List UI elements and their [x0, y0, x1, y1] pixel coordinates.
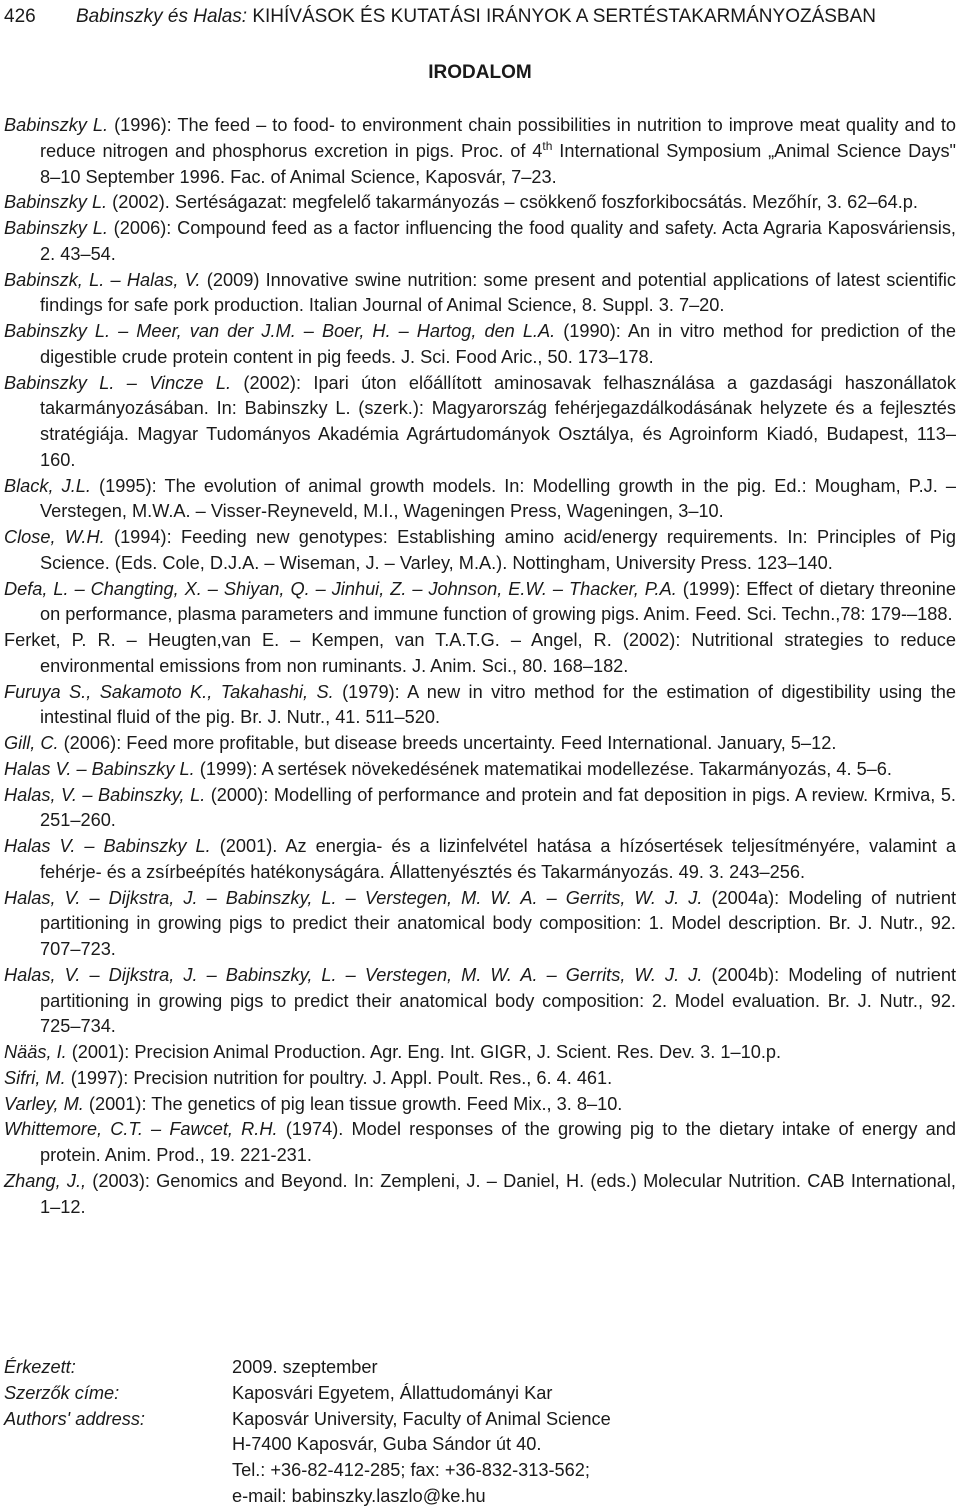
reference-authors: Zhang, J.,	[4, 1170, 87, 1191]
reference-authors: Close, W.H.	[4, 527, 105, 547]
reference-entry	[4, 1092, 956, 1118]
reference-authors: Sifri, M.	[4, 1067, 66, 1088]
reference-text: (2001): Precision Animal Production. Agr. Eng. Int. GIGR, J. Scient. Res. Dev. 3. 1–10.p.	[66, 1042, 782, 1062]
reference-entry	[4, 1040, 956, 1066]
reference-authors: Ferket, P. R. – Heugten,van E. – Kempen, van T.A.T.G. – Angel, R.	[4, 630, 612, 650]
header-title: KIHÍVÁSOK ÉS KUTATÁSI IRÁNYOK A SERTÉSTAKARMÁNYOZÁSBAN	[252, 6, 877, 27]
reference-authors: Babinszky L. – Meer, van der J.M. – Boer, H. – Hartog, den L.A.	[4, 321, 556, 341]
address-label-en: Authors' address:	[4, 1408, 145, 1429]
article-footer	[4, 1355, 956, 1510]
address-hu-row	[4, 1381, 956, 1407]
reference-entry	[4, 834, 956, 886]
reference-text: (2002). Sertéságazat: megfelelő takarmányozás – csökkenő foszforkibocsátás. Mezőhír, 3. 62–64.p.	[107, 192, 918, 213]
received-value: 2009. szeptember	[232, 1357, 378, 1377]
reference-text: (1997): Precision nutrition for poultry. J. Appl. Poult. Res., 6. 4. 461.	[65, 1067, 613, 1088]
reference-entry	[4, 886, 956, 963]
reference-text: (2002): Nutritional strategies to reduce environmental emissions from non ruminants. J. Anim. Sci., 80. 168–182.	[40, 630, 956, 676]
reference-entry	[4, 1066, 956, 1092]
address-label-hu: Szerzők címe:	[4, 1382, 120, 1403]
reference-authors: Nääs, I.	[4, 1042, 67, 1062]
reference-text: (2004a): Modeling of nutrient partitioning in growing pigs to predict their anatomical body composition: 1. Model description. Br. J. Nutr., 92. 707–723.	[40, 887, 956, 959]
reference-entry	[4, 757, 956, 783]
reference-text: (2001): The genetics of pig lean tissue growth. Feed Mix., 3. 8–10.	[83, 1093, 623, 1114]
reference-authors: Babinszky L.	[4, 218, 108, 238]
reference-authors: Babinszk, L. – Halas, V.	[4, 269, 201, 290]
address-value-en	[232, 1407, 956, 1510]
reference-list	[4, 113, 956, 1220]
reference-authors: Babinszky L.	[4, 192, 108, 213]
reference-entry	[4, 268, 956, 320]
reference-entry	[4, 1169, 956, 1221]
reference-authors: Babinszky L. – Vincze L.	[4, 372, 232, 393]
reference-authors: Halas, V. – Babinszky, L.	[4, 784, 206, 805]
reference-text: (2000): Modelling of performance and protein and fat deposition in pigs. A review. Krmiva, 5. 251–260.	[40, 784, 956, 831]
address-line: Tel.: +36-82-412-285; fax: +36-832-313-562;	[232, 1460, 590, 1480]
received-label: Érkezett:	[4, 1357, 76, 1377]
reference-authors: Furuya S., Sakamoto K., Takahashi, S.	[4, 681, 334, 702]
address-en-row	[4, 1407, 956, 1510]
reference-text: (2003): Genomics and Beyond. In: Zempleni, J. – Daniel, H. (eds.) Molecular Nutrition. CAB International, 1–12.	[40, 1170, 956, 1217]
reference-authors: Defa, L. – Changting, X. – Shiyan, Q. – Jinhui, Z. – Johnson, E.W. – Thacker, P.A.	[4, 578, 677, 599]
reference-authors: Babinszky L.	[4, 115, 109, 135]
reference-text: (2006): Compound feed as a factor influencing the food quality and safety. Acta Agraria Kaposváriensis, 2. 43–54.	[40, 218, 956, 264]
page-number: 426	[4, 6, 36, 27]
running-header	[4, 4, 956, 30]
reference-text: (1974). Model responses of the growing pig to the dietary intake of energy and protein. Anim. Prod., 19. 221-231.	[40, 1119, 956, 1165]
reference-text: (2001). Az energia- és a lizinfelvétel hatása a hízósertések teljesítményére, valamint a fehérje- és a zsírbeépítés hatékonyságára. Állattenyésztés és Takarmányozás. 49. 3. 243–256.	[40, 836, 956, 882]
reference-entry	[4, 731, 956, 757]
email-line[interactable]: e-mail: babinszky.laszlo@ke.hu	[232, 1485, 486, 1506]
header-authors: Babinszky és Halas:	[76, 6, 248, 27]
reference-entry	[4, 577, 956, 629]
reference-entry	[4, 783, 956, 835]
reference-authors: Varley, M.	[4, 1093, 84, 1114]
reference-text: (1999): Effect of dietary threonine on performance, plasma parameters and immune function of growing pigs. Anim. Feed. Sci. Techn.,78: 179-–188.	[40, 578, 956, 625]
reference-text: (1994): Feeding new genotypes: Establishing amino acid/energy requirements. In: Principles of Pig Science. (Eds. Cole, D.J.A. – Wiseman, J. – Varley, M.A.). Nottingham, University Press. 123–140.	[40, 527, 957, 573]
address-value-hu: Kaposvári Egyetem, Állattudományi Kar	[232, 1382, 553, 1403]
reference-text: (1996): The feed – to food- to environment chain possibilities in nutrition to improve meat quality and to reduce nitrogen and phosphorus excretion in pigs. Proc. of 4	[40, 115, 956, 161]
reference-entry	[4, 628, 956, 680]
reference-entry	[4, 1117, 956, 1169]
reference-authors: Halas V. – Babinszky L.	[4, 758, 195, 779]
reference-text: (1999): A sertések növekedésének matematikai modellezése. Takarmányozás, 4. 5–6.	[194, 758, 892, 779]
reference-entry	[4, 680, 956, 732]
reference-authors: Black, J.L.	[4, 475, 91, 496]
reference-text: (2006): Feed more profitable, but disease breeds uncertainty. Feed International. January, 5–12.	[58, 733, 837, 753]
reference-text: (2002): Ipari úton előállított aminosavak felhasználása a gazdasági haszonállatok takarmányozásában. In: Babinszky L. (szerk.): Magyarország fehérjegazdálkodásának helyzete és a fejlesztés stratégiája. Magyar Tudományos Akadémia Agrártudományok Osztálya, és Agroinform Kiadó, Budapest, 113–160.	[40, 372, 956, 470]
reference-authors: Gill, C.	[4, 733, 59, 753]
reference-entry	[4, 371, 956, 474]
section-title: IRODALOM	[428, 62, 532, 83]
reference-text: (2004b): Modeling of nutrient partitioning in growing pigs to predict their anatomical body composition: 2. Model evaluation. Br. J. Nutr., 92. 725–734.	[40, 964, 956, 1037]
reference-entry	[4, 474, 956, 526]
address-line: Kaposvár University, Faculty of Animal Science	[232, 1408, 611, 1429]
reference-text: (1995): The evolution of animal growth models. In: Modelling growth in the pig. Ed.: Mougham, P.J. – Verstegen, M.W.A. – Visser-Reyneveld, M.I., Wageningen Press, Wageningen, 3–10.	[40, 475, 956, 522]
reference-entry	[4, 113, 956, 190]
reference-text: (1990): An in vitro method for prediction of the digestible crude protein content in pig feeds. J. Sci. Food Aric., 50. 173–178.	[40, 321, 956, 367]
reference-entry	[4, 525, 956, 577]
reference-entry	[4, 319, 956, 371]
reference-text: (2009) Innovative swine nutrition: some present and potential applications of latest scientific findings for safe pork production. Italian Journal of Animal Science, 8. Suppl. 3. 7–20.	[40, 269, 957, 316]
reference-entry	[4, 963, 956, 1040]
reference-authors: Whittemore, C.T. – Fawcet, R.H.	[4, 1119, 278, 1140]
received-row	[4, 1355, 956, 1381]
address-line: H-7400 Kaposvár, Guba Sándor út 40.	[232, 1434, 542, 1455]
reference-authors: Halas, V. – Dijkstra, J. – Babinszky, L. – Verstegen, M. W. A. – Gerrits, W. J. J.	[4, 964, 703, 985]
reference-text: International Symposium „Animal Science Days" 8–10 September 1996. Fac. of Animal Science, Kaposvár, 7–23.	[40, 140, 957, 187]
reference-superscript: th	[542, 138, 553, 153]
reference-entry	[4, 216, 956, 268]
reference-entry	[4, 190, 956, 216]
reference-authors: Halas, V. – Dijkstra, J. – Babinszky, L. – Verstegen, M. W. A. – Gerrits, W. J. J.	[4, 887, 703, 908]
reference-authors: Halas V. – Babinszky L.	[4, 836, 211, 856]
reference-text: (1979): A new in vitro method for the estimation of digestibility using the intestinal fluid of the pig. Br. J. Nutr., 41. 511–520.	[40, 681, 956, 728]
